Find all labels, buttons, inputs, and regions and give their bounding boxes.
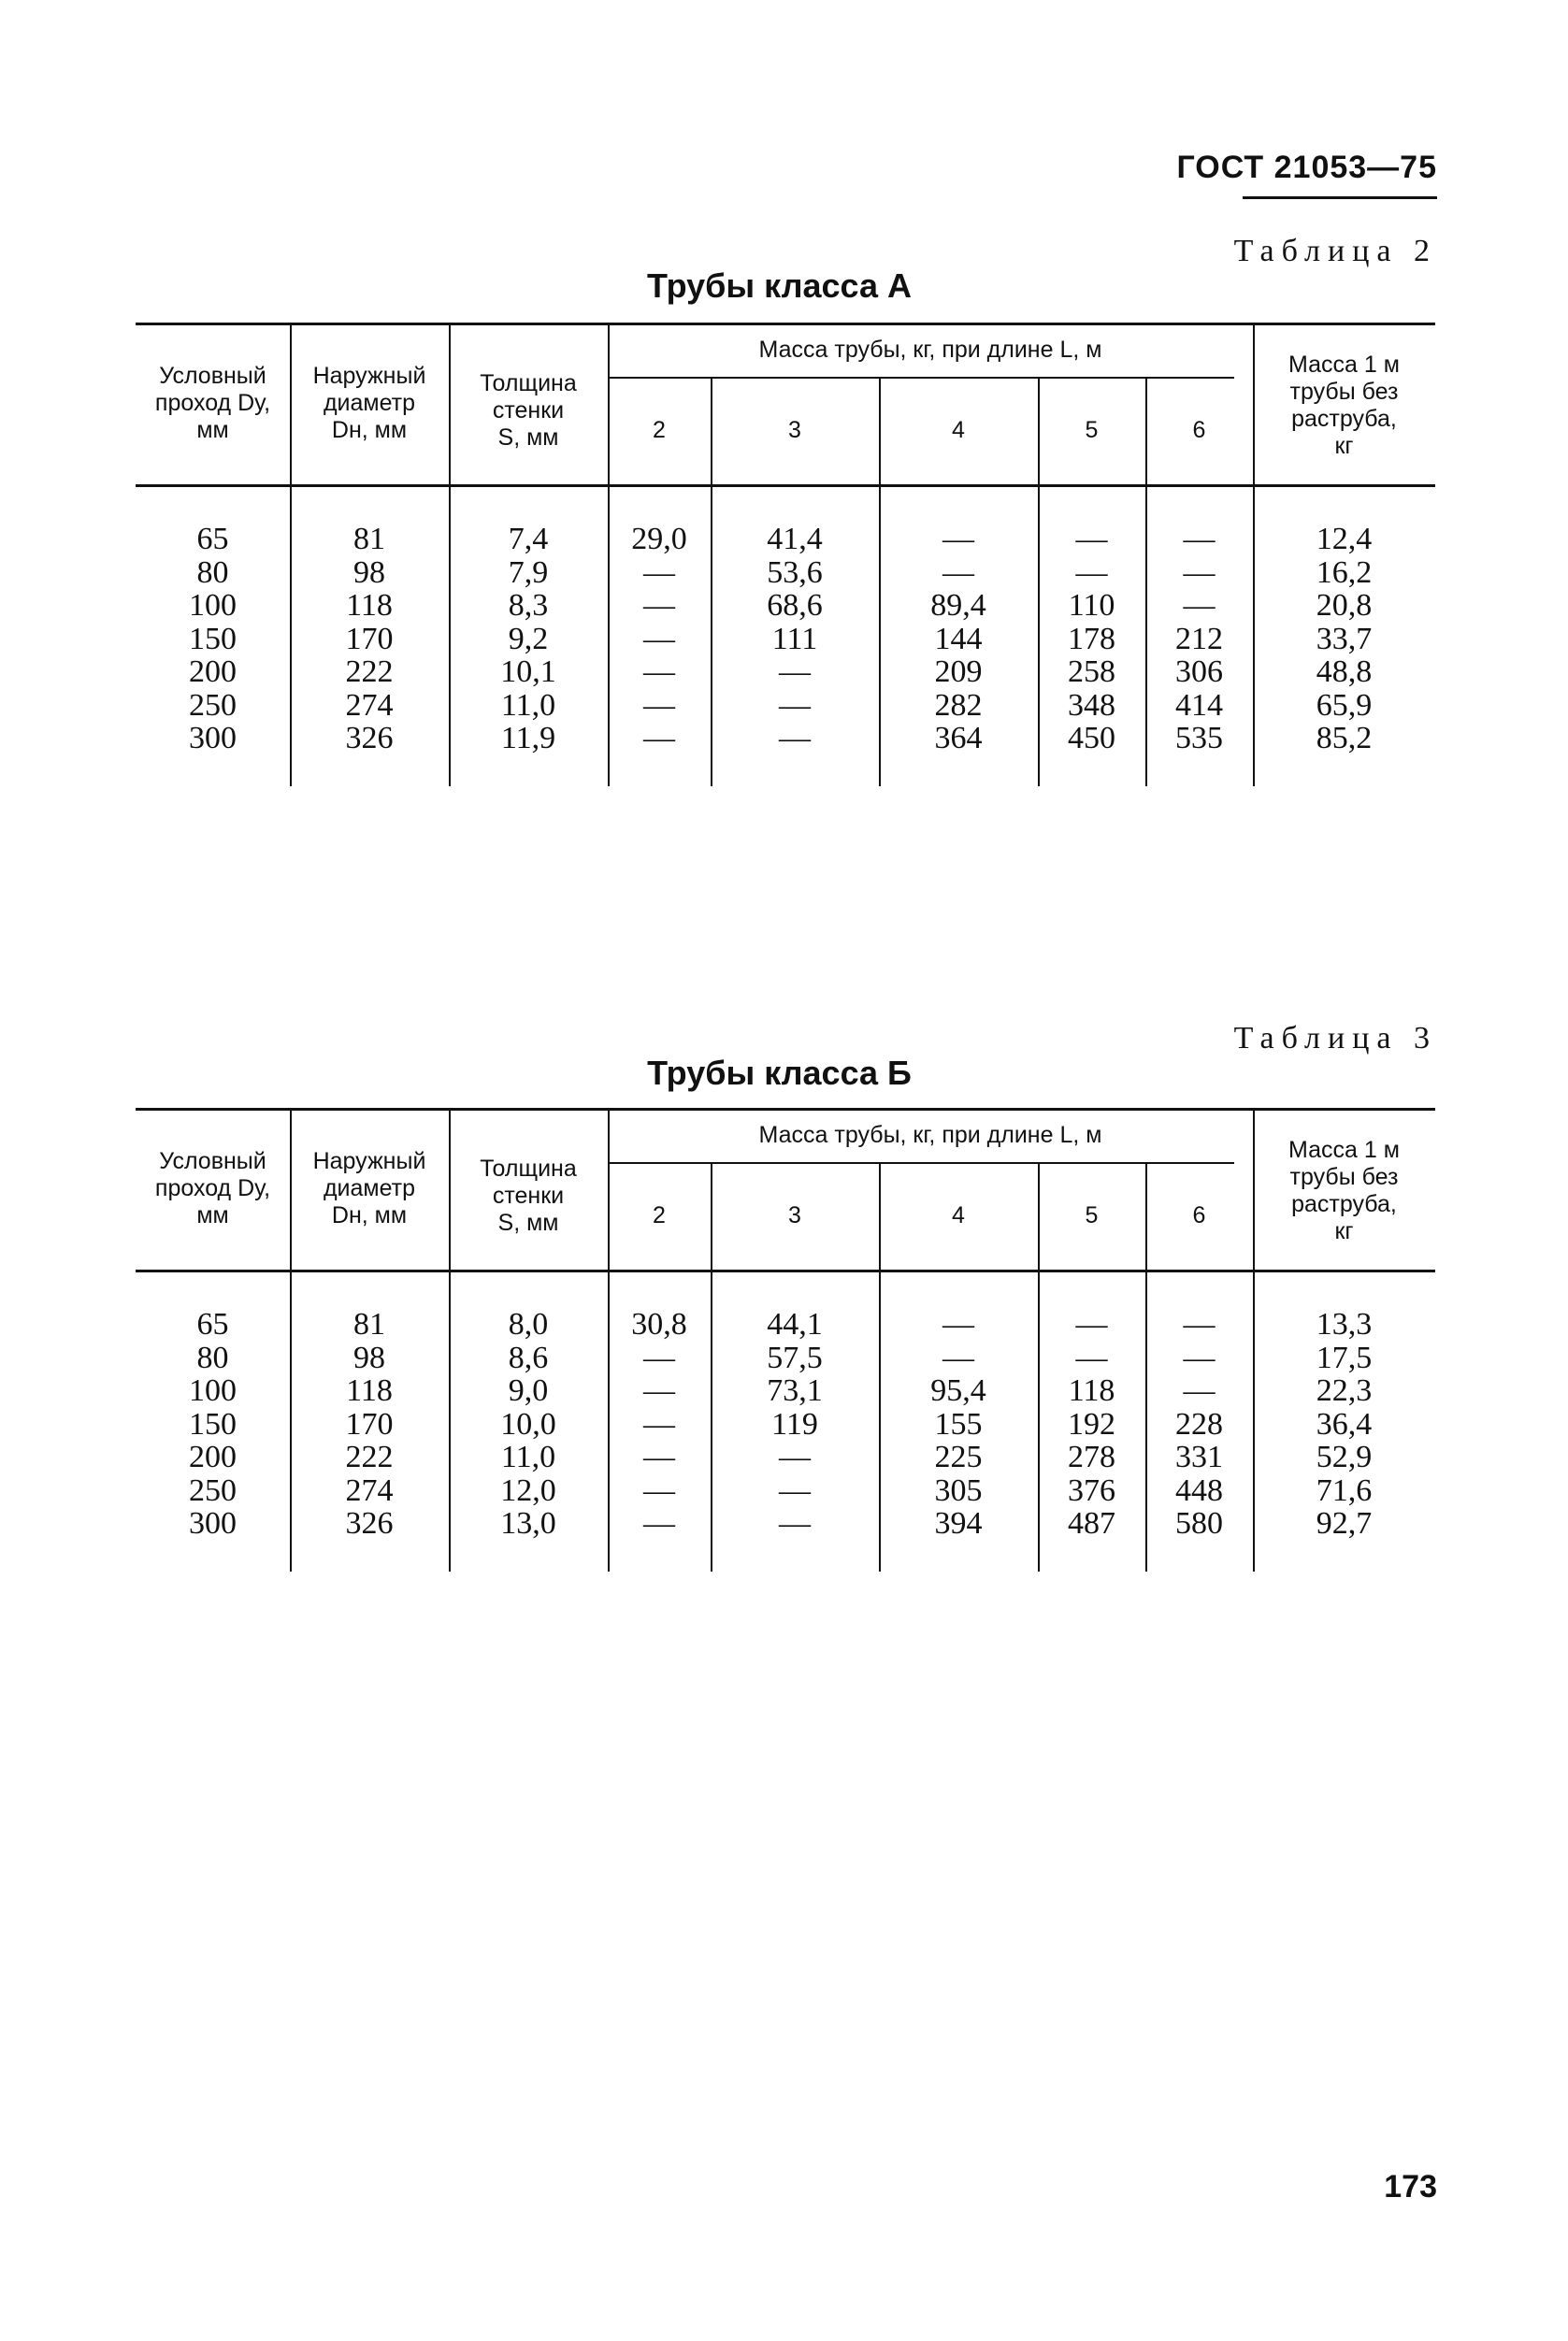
table3-cell: — (1183, 1340, 1216, 1375)
table2-cell: 118 (346, 588, 393, 623)
table3-cell: 9,0 (508, 1373, 549, 1408)
page-number: 173 (1384, 2169, 1437, 2205)
table3-subheader-divider (1038, 1162, 1040, 1270)
table3-header-divider (290, 1111, 292, 1270)
table2-cell: — (643, 621, 675, 656)
table2-cell: 10,1 (500, 654, 556, 689)
table2-cell: — (643, 687, 675, 723)
table3-cell: 119 (771, 1406, 818, 1442)
standard-underline (1243, 196, 1437, 199)
table3-col-mass-per-meter-line: трубы без (1289, 1164, 1399, 1190)
table3-cell: 95,4 (930, 1373, 986, 1408)
table3-cell: 73,1 (767, 1373, 823, 1408)
table2-col-nominal-bore (136, 363, 290, 444)
table3-col-outer-diameter-line: диаметр (323, 1175, 416, 1201)
table3-cell: 22,3 (1316, 1373, 1373, 1408)
table3-cell: 13,0 (500, 1506, 556, 1541)
table2-cell: 150 (189, 621, 237, 656)
table3-cell: 57,5 (767, 1340, 823, 1375)
table2-col-mass-per-meter-line: раструба, (1291, 406, 1397, 432)
table2-cell: 98 (353, 554, 385, 590)
table3-cell: 118 (1068, 1373, 1115, 1408)
table2-cell: 282 (934, 687, 983, 723)
standard-number: ГОСТ 21053—75 (1176, 150, 1437, 185)
table2-cell: 306 (1175, 654, 1223, 689)
table2-cell: 68,6 (767, 588, 823, 623)
table3-cell: 192 (1068, 1406, 1115, 1442)
table2-cell: 12,4 (1316, 522, 1373, 556)
table2-col-mass-group: Масса трубы, кг, при длине L, м (758, 337, 1102, 363)
table2-cell: 250 (189, 687, 237, 723)
table2-cell: 81 (353, 522, 385, 556)
table3-cell: — (643, 1472, 675, 1508)
table3-col-wall-thickness (449, 1156, 608, 1237)
table3-cell: 11,0 (500, 1440, 556, 1474)
table3-cell: 222 (345, 1440, 394, 1474)
table3-cell: 155 (934, 1406, 983, 1442)
table2-subheader-divider (1145, 377, 1147, 484)
table3-cell: — (643, 1440, 675, 1474)
table2-cell: 178 (1068, 621, 1115, 656)
table3-col-mass-per-meter-line: кг (1334, 1218, 1354, 1244)
table2-cell: — (643, 721, 675, 755)
table3-cell: 30,8 (631, 1307, 687, 1342)
table3-cell: 12,0 (500, 1472, 556, 1508)
table2-cell: 200 (189, 654, 237, 689)
table2-cell: 212 (1175, 621, 1223, 656)
table3-col-length-6: 6 (1192, 1202, 1206, 1228)
table3-subheader-divider (1145, 1162, 1147, 1270)
table3-cell: 394 (934, 1506, 983, 1541)
table3 (136, 1108, 1435, 1572)
table3-cell: — (1183, 1373, 1216, 1408)
table3-cell: — (643, 1340, 675, 1375)
table2-col-wall-thickness-line: стенки (492, 397, 565, 424)
table3-cell: 80 (196, 1340, 229, 1375)
table3-cell: — (643, 1373, 675, 1408)
table2-col-mass-per-meter (1253, 352, 1435, 460)
table3-cell: 487 (1068, 1506, 1115, 1541)
table2-cell: 111 (771, 621, 818, 656)
table3-cell: — (942, 1307, 974, 1342)
table3-cell: 326 (345, 1506, 394, 1541)
table2-col-wall-thickness-line: S, мм (497, 424, 559, 451)
table2-cell: — (1183, 588, 1216, 623)
table2-cell: 348 (1068, 687, 1115, 723)
table3-cell: — (1075, 1340, 1108, 1375)
table3-body (136, 1272, 1435, 1572)
table2-cell: 65,9 (1316, 687, 1373, 723)
table2-cell: 16,2 (1316, 554, 1373, 590)
table3-cell: 10,0 (500, 1406, 556, 1442)
table3-cell: 274 (345, 1472, 394, 1508)
table3-cell: 8,0 (508, 1307, 549, 1342)
table3-cell: 13,3 (1316, 1307, 1373, 1342)
table3-cell: 278 (1068, 1440, 1115, 1474)
table2-cell: — (779, 721, 811, 755)
table3-col-length-4: 4 (952, 1202, 965, 1228)
table2-subheader-divider (711, 377, 712, 484)
table2-cell: 535 (1175, 721, 1223, 755)
table3-header (136, 1108, 1435, 1272)
table3-col-outer-diameter-line: Dн, мм (331, 1202, 408, 1228)
table3-cell: 331 (1175, 1440, 1223, 1474)
table2-cell: 326 (345, 721, 394, 755)
table2-col-wall-thickness-line: Толщина (480, 370, 577, 396)
table2-col-nominal-bore-line: мм (196, 417, 229, 443)
table3-col-mass-group: Масса трубы, кг, при длине L, м (758, 1122, 1102, 1148)
table3-cell: 17,5 (1316, 1340, 1373, 1375)
table3-header-divider (449, 1111, 451, 1270)
table3-cell: 65 (196, 1307, 229, 1342)
table3-col-length-5: 5 (1085, 1202, 1099, 1228)
table2-cell: 222 (345, 654, 394, 689)
table3-col-outer-diameter (290, 1148, 449, 1229)
table2-col-length-2: 2 (653, 417, 666, 443)
table3-col-mass-per-meter-line: раструба, (1291, 1191, 1397, 1217)
table2-col-nominal-bore-line: проход Dу, (154, 390, 271, 416)
table2-cell: — (1075, 554, 1108, 590)
table3-col-nominal-bore-line: мм (196, 1202, 229, 1228)
table3-cell: 44,1 (767, 1307, 823, 1342)
table2-cell: 274 (345, 687, 394, 723)
table2-cell: 170 (345, 621, 394, 656)
table3-col-wall-thickness-line: стенки (492, 1183, 565, 1209)
table2-cell: 11,9 (500, 721, 556, 755)
table2-header (136, 323, 1435, 487)
table3-col-length-2: 2 (653, 1202, 666, 1228)
table2-group-rule (608, 377, 1234, 379)
table2-col-nominal-bore-line: Условный (159, 363, 266, 389)
table3-cell: 98 (353, 1340, 385, 1375)
table2-col-length-6: 6 (1192, 417, 1206, 443)
table2-cell: 7,9 (508, 554, 549, 590)
table2-cell: — (1183, 522, 1216, 556)
table2-cell: 48,8 (1316, 654, 1373, 689)
table2-subheader-divider (879, 377, 881, 484)
table3-cell: 92,7 (1316, 1506, 1373, 1541)
table3-cell: — (942, 1340, 974, 1375)
table2-cell: 9,2 (508, 621, 549, 656)
table2-col-outer-diameter (290, 363, 449, 444)
table3-title: Трубы класса Б (647, 1054, 912, 1092)
table2-cell: 41,4 (767, 522, 823, 556)
table3-cell: 228 (1175, 1406, 1223, 1442)
table2-cell: 110 (1068, 588, 1115, 623)
table2 (136, 323, 1435, 786)
table3-col-mass-per-meter-line: Масса 1 м (1288, 1137, 1400, 1163)
table3-col-length-3: 3 (788, 1202, 801, 1228)
table3-header-divider (608, 1111, 610, 1270)
table2-cell: — (1183, 554, 1216, 590)
table2-header-divider (449, 325, 451, 484)
table3-cell: — (1075, 1307, 1108, 1342)
table3-col-nominal-bore (136, 1148, 290, 1229)
table2-col-length-4: 4 (952, 417, 965, 443)
table2-title: Трубы класса А (647, 266, 912, 305)
table2-cell: — (1075, 522, 1108, 556)
table3-cell: 170 (345, 1406, 394, 1442)
table2-cell: 65 (196, 522, 229, 556)
table2-cell: — (942, 522, 974, 556)
table2-col-mass-per-meter-line: Масса 1 м (1288, 352, 1400, 378)
table2-header-divider (608, 325, 610, 484)
table3-cell: 300 (189, 1506, 237, 1541)
table2-cell: 29,0 (631, 522, 687, 556)
table3-cell: — (779, 1472, 811, 1508)
table2-cell: 89,4 (930, 588, 986, 623)
table2-cell: 7,4 (508, 522, 549, 556)
table2-cell: 85,2 (1316, 721, 1373, 755)
table3-cell: — (779, 1440, 811, 1474)
table3-cell: 71,6 (1316, 1472, 1373, 1508)
table2-cell: 80 (196, 554, 229, 590)
table2-col-outer-diameter-line: Наружный (312, 363, 426, 389)
table3-cell: 580 (1175, 1506, 1223, 1541)
table2-col-wall-thickness (449, 370, 608, 452)
table3-cell: 150 (189, 1406, 237, 1442)
table3-col-nominal-bore-line: проход Dу, (154, 1175, 271, 1201)
table2-cell: 258 (1068, 654, 1115, 689)
table2-cell: 100 (189, 588, 237, 623)
table2-cell: 11,0 (500, 687, 556, 723)
table3-cell: 8,6 (508, 1340, 549, 1375)
table3-cell: 200 (189, 1440, 237, 1474)
table2-subheader-divider (1038, 377, 1040, 484)
table3-cell: 225 (934, 1440, 983, 1474)
table2-col-mass-per-meter-line: кг (1334, 433, 1354, 459)
table2-cell: 209 (934, 654, 983, 689)
table2-col-outer-diameter-line: Dн, мм (331, 417, 408, 443)
table2-cell: — (779, 687, 811, 723)
table3-subheader-divider (711, 1162, 712, 1270)
table2-header-divider (1253, 325, 1255, 484)
table3-cell: 250 (189, 1472, 237, 1508)
table3-col-nominal-bore-line: Условный (159, 1148, 266, 1174)
table3-header-divider (1253, 1111, 1255, 1270)
table2-cell: — (942, 554, 974, 590)
table2-cell: 450 (1068, 721, 1115, 755)
table2-cell: — (643, 654, 675, 689)
table3-cell: — (643, 1406, 675, 1442)
table2-cell: — (643, 588, 675, 623)
table2-cell: — (779, 654, 811, 689)
table3-group-rule (608, 1162, 1234, 1164)
table3-cell: 52,9 (1316, 1440, 1373, 1474)
table2-cell: 144 (934, 621, 983, 656)
table2-body (136, 487, 1435, 786)
table2-cell: 33,7 (1316, 621, 1373, 656)
table3-col-mass-per-meter (1253, 1137, 1435, 1245)
table3-cell: — (779, 1506, 811, 1541)
table2-cell: 300 (189, 721, 237, 755)
table3-cell: 305 (934, 1472, 983, 1508)
table2-col-length-3: 3 (788, 417, 801, 443)
table2-cell: — (643, 554, 675, 590)
table2-col-length-5: 5 (1085, 417, 1099, 443)
table3-cell: 376 (1068, 1472, 1115, 1508)
table3-cell: 118 (346, 1373, 393, 1408)
table3-cell: — (1183, 1307, 1216, 1342)
table3-cell: 81 (353, 1307, 385, 1342)
table3-subheader-divider (879, 1162, 881, 1270)
table2-col-outer-diameter-line: диаметр (323, 390, 416, 416)
table3-cell: 36,4 (1316, 1406, 1373, 1442)
table3-cell: 100 (189, 1373, 237, 1408)
table2-label: Таблица 2 (1233, 234, 1437, 268)
table2-header-divider (290, 325, 292, 484)
table3-cell: — (643, 1506, 675, 1541)
table2-col-mass-per-meter-line: трубы без (1289, 379, 1399, 405)
table2-cell: 20,8 (1316, 588, 1373, 623)
table2-cell: 414 (1175, 687, 1223, 723)
table3-cell: 448 (1175, 1472, 1223, 1508)
table2-cell: 53,6 (767, 554, 823, 590)
table2-cell: 8,3 (508, 588, 549, 623)
table3-col-wall-thickness-line: S, мм (497, 1210, 559, 1236)
table2-cell: 364 (934, 721, 983, 755)
table3-col-outer-diameter-line: Наружный (312, 1148, 426, 1174)
table3-col-wall-thickness-line: Толщина (480, 1156, 577, 1182)
table3-label: Таблица 3 (1233, 1021, 1437, 1056)
